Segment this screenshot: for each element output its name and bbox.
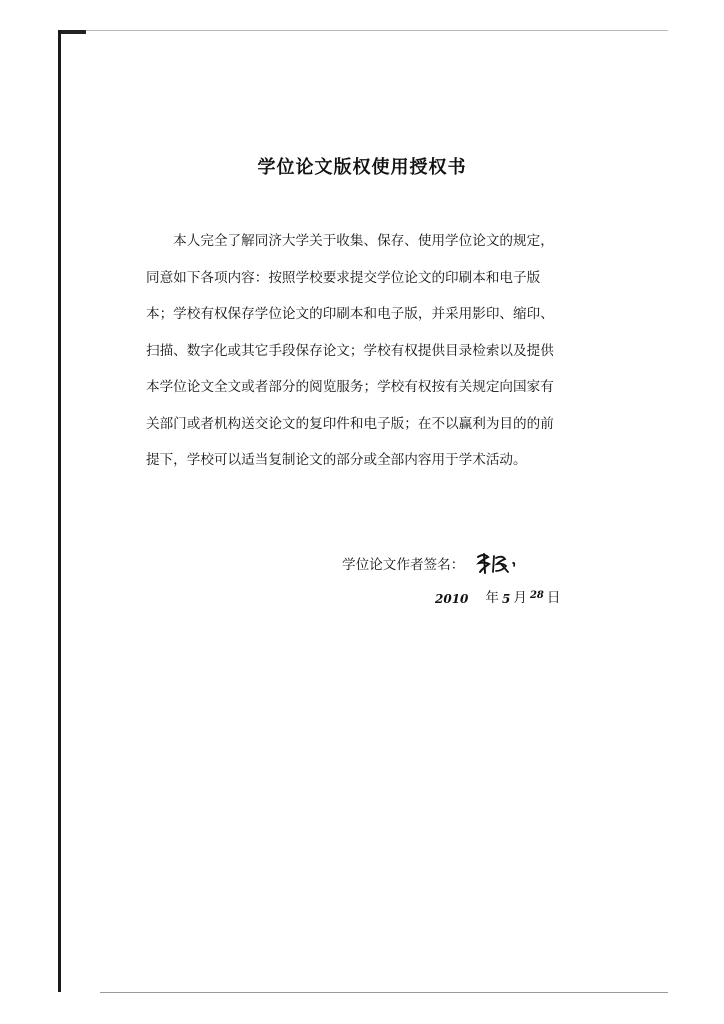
body-line: 本；学校有权保存学位论文的印刷本和电子版，并采用影印、缩印、 xyxy=(146,306,554,322)
authorization-body xyxy=(146,223,584,479)
date-day: 28 xyxy=(529,590,544,601)
signature-row xyxy=(342,551,522,575)
signature-label: 学位论文作者签名： xyxy=(342,557,465,573)
document-title xyxy=(0,153,724,179)
scan-edge-corner xyxy=(58,30,86,34)
date-year: 2010 xyxy=(435,592,469,606)
scan-edge-top xyxy=(58,30,668,31)
body-line: 关部门或者机构送交论文的复印件和电子版；在不以赢利为目的的前 xyxy=(146,415,554,432)
date-year-unit: 年 xyxy=(485,590,499,606)
document-title-text: 学位论文版权使用授权书 xyxy=(257,157,467,178)
date-month-unit: 月 xyxy=(513,590,527,606)
body-line: 本人完全了解同济大学关于收集、保存、使用学位论文的规定， xyxy=(146,233,554,249)
scan-edge-bottom xyxy=(100,992,668,993)
body-line: 提下，学校可以适当复制论文的部分或全部内容用于学术活动。 xyxy=(146,452,527,468)
handwritten-signature xyxy=(474,551,522,575)
date-month: 5 xyxy=(502,592,511,606)
body-line: 本学位论文全文或者部分的阅览服务；学校有权按有关规定向国家有 xyxy=(146,379,554,395)
date-row xyxy=(432,586,560,606)
body-line: 扫描、数字化或其它手段保存论文；学校有权提供目录检索以及提供 xyxy=(146,342,554,359)
date-day-unit: 日 xyxy=(546,590,561,606)
body-line: 同意如下各项内容：按照学校要求提交学位论文的印刷本和电子版 xyxy=(146,269,541,286)
